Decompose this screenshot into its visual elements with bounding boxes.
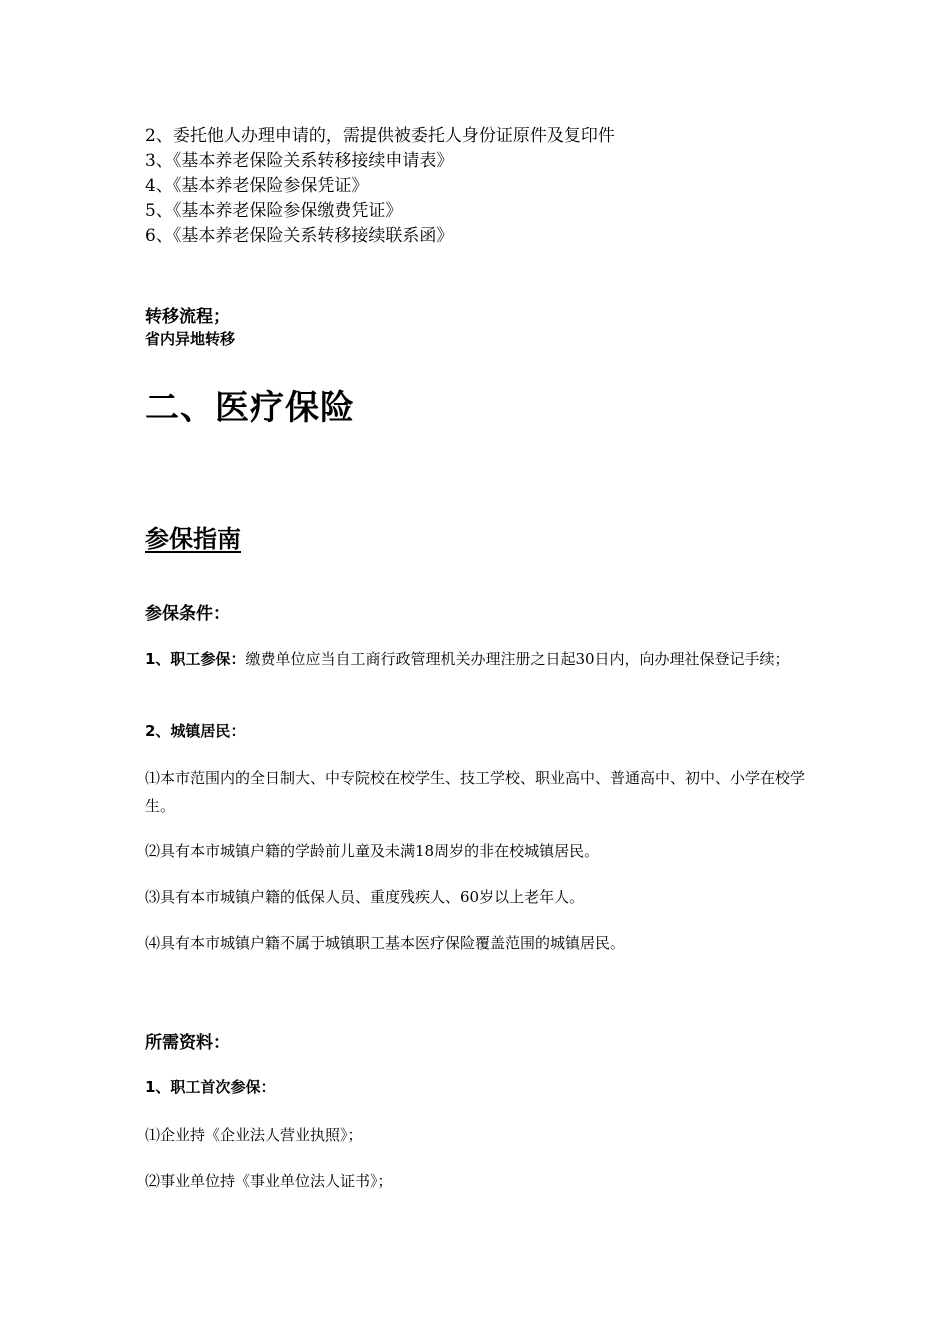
resident-condition: ⑵具有本市城镇户籍的学龄前儿童及未满18周岁的非在校城镇居民。 — [145, 842, 600, 860]
materials-heading: 所需资料： — [145, 1033, 230, 1053]
section-title: 二、医疗保险 — [145, 388, 355, 428]
guide-title: 参保指南 — [145, 525, 241, 553]
conditions-heading: 参保条件： — [145, 604, 230, 624]
condition-item-employee — [145, 645, 810, 673]
pension-material-item: 6、《基本养老保险关系转移接续联系函》 — [145, 226, 454, 246]
pension-material-item: 4、《基本养老保险参保凭证》 — [145, 176, 369, 196]
pension-material-item: 5、《基本养老保险参保缴费凭证》 — [145, 201, 403, 221]
resident-condition: ⑶具有本市城镇户籍的低保人员、重度残疾人、60岁以上老年人。 — [145, 888, 585, 906]
condition-text: 缴费单位应当自工商行政管理机关办理注册之日起30日内，向办理社保登记手续； — [245, 650, 790, 668]
condition-item-residents: 2、城镇居民： — [145, 722, 246, 740]
first-enroll-item: ⑵事业单位持《事业单位法人证书》； — [145, 1172, 393, 1190]
pension-material-item: 2、委托他人办理申请的，需提供被委托人身份证原件及复印件 — [145, 126, 615, 146]
transfer-heading: 转移流程； — [145, 307, 230, 327]
first-enroll-item: ⑴企业持《企业法人营业执照》； — [145, 1126, 363, 1144]
first-enroll-label: 1、职工首次参保： — [145, 1078, 276, 1096]
pension-material-item: 3、《基本养老保险关系转移接续申请表》 — [145, 151, 454, 171]
resident-condition: ⑷具有本市城镇户籍不属于城镇职工基本医疗保险覆盖范围的城镇居民。 — [145, 934, 626, 952]
transfer-subheading: 省内异地转移 — [145, 330, 236, 348]
resident-condition: ⑴本市范围内的全日制大、中专院校在校学生、技工学校、职业高中、普通高中、初中、小学在校学生。 — [145, 769, 806, 815]
condition-label: 1、职工参保： — [145, 650, 246, 668]
